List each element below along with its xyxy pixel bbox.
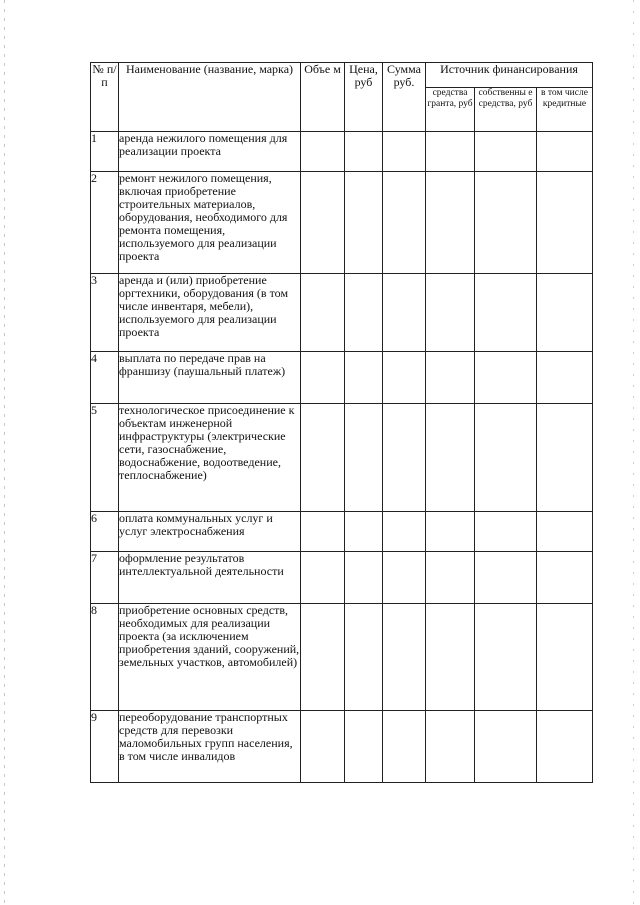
row-name: аренда и (или) приобретение оргтехники, оборудования (в том числе инвентаря, мебели), используемого для реализации проекта [119,274,301,352]
cell-price [345,711,383,783]
row-number: 9 [91,711,119,783]
cell-price [345,132,383,172]
cell-sum [383,274,426,352]
cell-credit [537,604,593,711]
table-row [91,604,593,711]
row-number: 8 [91,604,119,711]
header-row [91,63,593,88]
cell-credit [537,172,593,274]
cell-volume [301,132,345,172]
header-grant: средства гранта, руб [426,88,475,132]
table-row [91,352,593,404]
cell-sum [383,352,426,404]
cell-volume [301,274,345,352]
header-own: собственны е средства, руб [475,88,537,132]
cell-grant [426,132,475,172]
cell-credit [537,552,593,604]
cell-volume [301,711,345,783]
cell-own [475,604,537,711]
cell-sum [383,132,426,172]
cell-price [345,172,383,274]
cell-own [475,352,537,404]
cell-own [475,552,537,604]
cell-credit [537,512,593,552]
cell-price [345,512,383,552]
table-row [91,711,593,783]
row-number: 5 [91,404,119,512]
table-row [91,404,593,512]
cell-credit [537,132,593,172]
cell-sum [383,512,426,552]
cell-volume [301,172,345,274]
header-num: № п/п [91,63,119,132]
cell-price [345,604,383,711]
row-name: оформление результатов интеллектуальной деятельности [119,552,301,604]
row-number: 2 [91,172,119,274]
table-row [91,132,593,172]
row-name: оплата коммунальных услуг и услуг электроснабжения [119,512,301,552]
row-number: 7 [91,552,119,604]
cell-grant [426,604,475,711]
scan-edge-left [4,0,5,905]
row-name: выплата по передаче прав на франшизу (паушальный платеж) [119,352,301,404]
cell-grant [426,172,475,274]
scan-edge-right [633,0,634,905]
cell-price [345,352,383,404]
cell-sum [383,172,426,274]
row-number: 6 [91,512,119,552]
row-name: ремонт нежилого помещения, включая приобретение строительных материалов, оборудования, необходимого для ремонта помещения, используемого для реализации проекта [119,172,301,274]
row-number: 3 [91,274,119,352]
row-number: 4 [91,352,119,404]
header-price: Цена, руб [345,63,383,132]
header-name: Наименование (название, марка) [119,63,301,132]
header-volume: Объе м [301,63,345,132]
cell-volume [301,404,345,512]
cell-price [345,404,383,512]
header-credit: в том числе кредитные [537,88,593,132]
cell-own [475,512,537,552]
cell-grant [426,352,475,404]
row-name: технологическое присоединение к объектам инженерной инфраструктуры (электрические сети, газоснабжение, водоснабжение, водоотведение, теплоснабжение) [119,404,301,512]
financing-table [90,62,593,783]
header-sum: Сумма руб. [383,63,426,132]
cell-sum [383,552,426,604]
cell-price [345,552,383,604]
cell-own [475,404,537,512]
cell-credit [537,711,593,783]
cell-sum [383,604,426,711]
table-row [91,552,593,604]
cell-sum [383,711,426,783]
cell-volume [301,512,345,552]
row-name: аренда нежилого помещения для реализации проекта [119,132,301,172]
cell-price [345,274,383,352]
cell-grant [426,552,475,604]
table-row [91,512,593,552]
row-number: 1 [91,132,119,172]
cell-own [475,274,537,352]
cell-sum [383,404,426,512]
cell-credit [537,274,593,352]
cell-own [475,132,537,172]
cell-grant [426,711,475,783]
row-name: переоборудование транспортных средств для перевозки маломобильных групп населения, в том числе инвалидов [119,711,301,783]
cell-credit [537,404,593,512]
cell-grant [426,274,475,352]
cell-own [475,172,537,274]
table-row [91,172,593,274]
cell-volume [301,604,345,711]
table-row [91,274,593,352]
cell-volume [301,352,345,404]
cell-grant [426,512,475,552]
row-name: приобретение основных средств, необходимых для реализации проекта (за исключением приобретения зданий, сооружений, земельных участков, автомобилей) [119,604,301,711]
cell-own [475,711,537,783]
cell-volume [301,552,345,604]
cell-credit [537,352,593,404]
header-source: Источник финансирования [426,63,593,88]
cell-grant [426,404,475,512]
